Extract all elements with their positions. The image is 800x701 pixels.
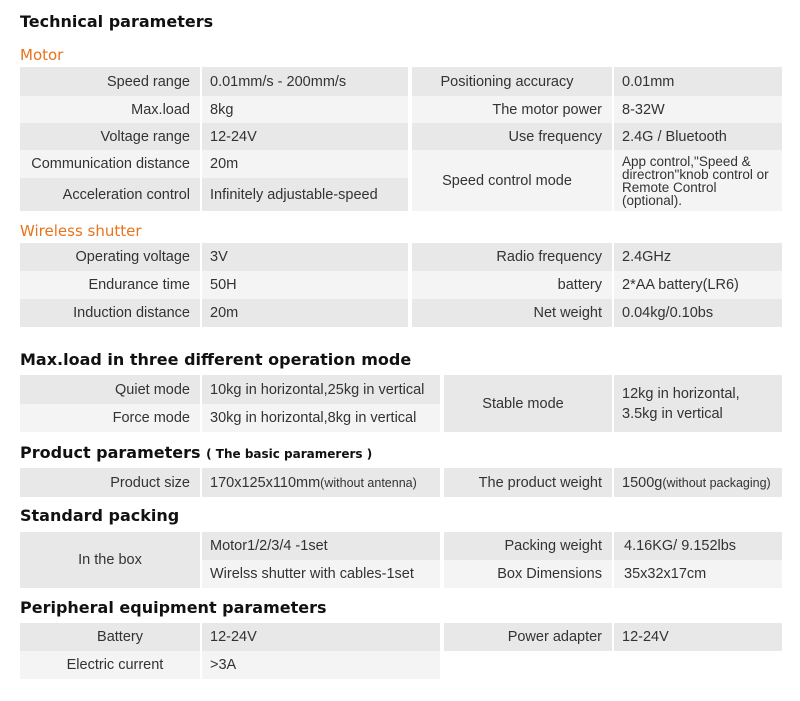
shutter-endurance-value: 50H [202, 271, 408, 299]
motor-power-value: 8-32W [614, 96, 782, 123]
motor-heading: Motor [20, 46, 64, 64]
product-size-label: Product size [20, 468, 200, 497]
motor-positioning-value: 0.01mm [614, 67, 782, 96]
shutter-endurance-label: Endurance time [20, 271, 200, 299]
shutter-radio-label: Radio frequency [412, 243, 612, 271]
motor-speed-control-value: App control,"Speed & directron"knob control or Remote Control (optional). [614, 150, 782, 211]
box-item-motor: Motor1/2/3/4 -1set [202, 532, 440, 560]
packing-weight-label: Packing weight [444, 532, 612, 560]
motor-power-label: The motor power [412, 96, 612, 123]
shutter-battery-label: battery [412, 271, 612, 299]
motor-acceleration-value: Infinitely adjustable-speed [202, 178, 408, 211]
shutter-induction-value: 20m [202, 299, 408, 327]
shutter-net-weight-label: Net weight [412, 299, 612, 327]
shutter-voltage-value: 3V [202, 243, 408, 271]
electric-current-value: >3A [202, 651, 440, 679]
shutter-battery-value: 2*AA battery(LR6) [614, 271, 782, 299]
motor-max-load-value: 8kg [202, 96, 408, 123]
box-item-shutter: Wirelss shutter with cables-1set [202, 560, 440, 588]
motor-voltage-value: 12-24V [202, 123, 408, 150]
shutter-induction-label: Induction distance [20, 299, 200, 327]
motor-voltage-label: Voltage range [20, 123, 200, 150]
product-heading-note: ( The basic paramerers ) [206, 447, 373, 461]
power-adapter-value: 12-24V [614, 623, 782, 651]
shutter-net-weight-value: 0.04kg/0.10bs [614, 299, 782, 327]
product-weight-main: 1500g [622, 474, 663, 491]
stable-mode-label: Stable mode [444, 375, 612, 432]
peripheral-heading: Peripheral equipment parameters [20, 598, 327, 617]
product-size-value [202, 468, 440, 497]
battery-label: Battery [20, 623, 200, 651]
shutter-voltage-label: Operating voltage [20, 243, 200, 271]
force-mode-label: Force mode [20, 404, 200, 432]
product-weight-value [614, 468, 782, 497]
motor-speed-range-label: Speed range [20, 67, 200, 96]
stable-mode-value [614, 375, 782, 432]
force-mode-value: 30kg in horizontal,8kg in vertical [202, 404, 440, 432]
product-size-main: 170x125x110mm [210, 474, 321, 491]
page-title: Technical parameters [20, 12, 214, 31]
motor-acceleration-label: Acceleration control [20, 178, 200, 211]
shutter-radio-value: 2.4GHz [614, 243, 782, 271]
motor-max-load-label: Max.load [20, 96, 200, 123]
motor-comm-distance-value: 20m [202, 150, 408, 178]
product-heading-text: Product parameters [20, 443, 201, 462]
product-heading [20, 443, 372, 462]
shutter-heading: Wireless shutter [20, 222, 142, 240]
motor-positioning-label: Positioning accuracy [412, 67, 612, 96]
in-the-box-label: In the box [20, 532, 200, 588]
motor-speed-range-value: 0.01mm/s - 200mm/s [202, 67, 408, 96]
stable-mode-value-line2: 3.5kg in vertical [622, 405, 723, 422]
motor-comm-distance-label: Communication distance [20, 150, 200, 178]
stable-mode-value-line1: 12kg in horizontal, [622, 385, 740, 402]
quiet-mode-label: Quiet mode [20, 375, 200, 404]
product-weight-label: The product weight [444, 468, 612, 497]
electric-current-label: Electric current [20, 651, 200, 679]
packing-heading: Standard packing [20, 506, 180, 525]
motor-speed-control-label: Speed control mode [412, 150, 612, 211]
maxload-heading: Max.load in three different operation mode [20, 350, 412, 369]
product-weight-note: (without packaging) [662, 475, 771, 490]
packing-weight-value: 4.16KG/ 9.152lbs [614, 532, 782, 560]
battery-value: 12-24V [202, 623, 440, 651]
motor-frequency-value: 2.4G / Bluetooth [614, 123, 782, 150]
motor-frequency-label: Use frequency [412, 123, 612, 150]
box-dimensions-label: Box Dimensions [444, 560, 612, 588]
power-adapter-label: Power adapter [444, 623, 612, 651]
product-size-note: (without antenna) [320, 475, 417, 490]
quiet-mode-value: 10kg in horizontal,25kg in vertical [202, 375, 440, 404]
box-dimensions-value: 35x32x17cm [614, 560, 782, 588]
